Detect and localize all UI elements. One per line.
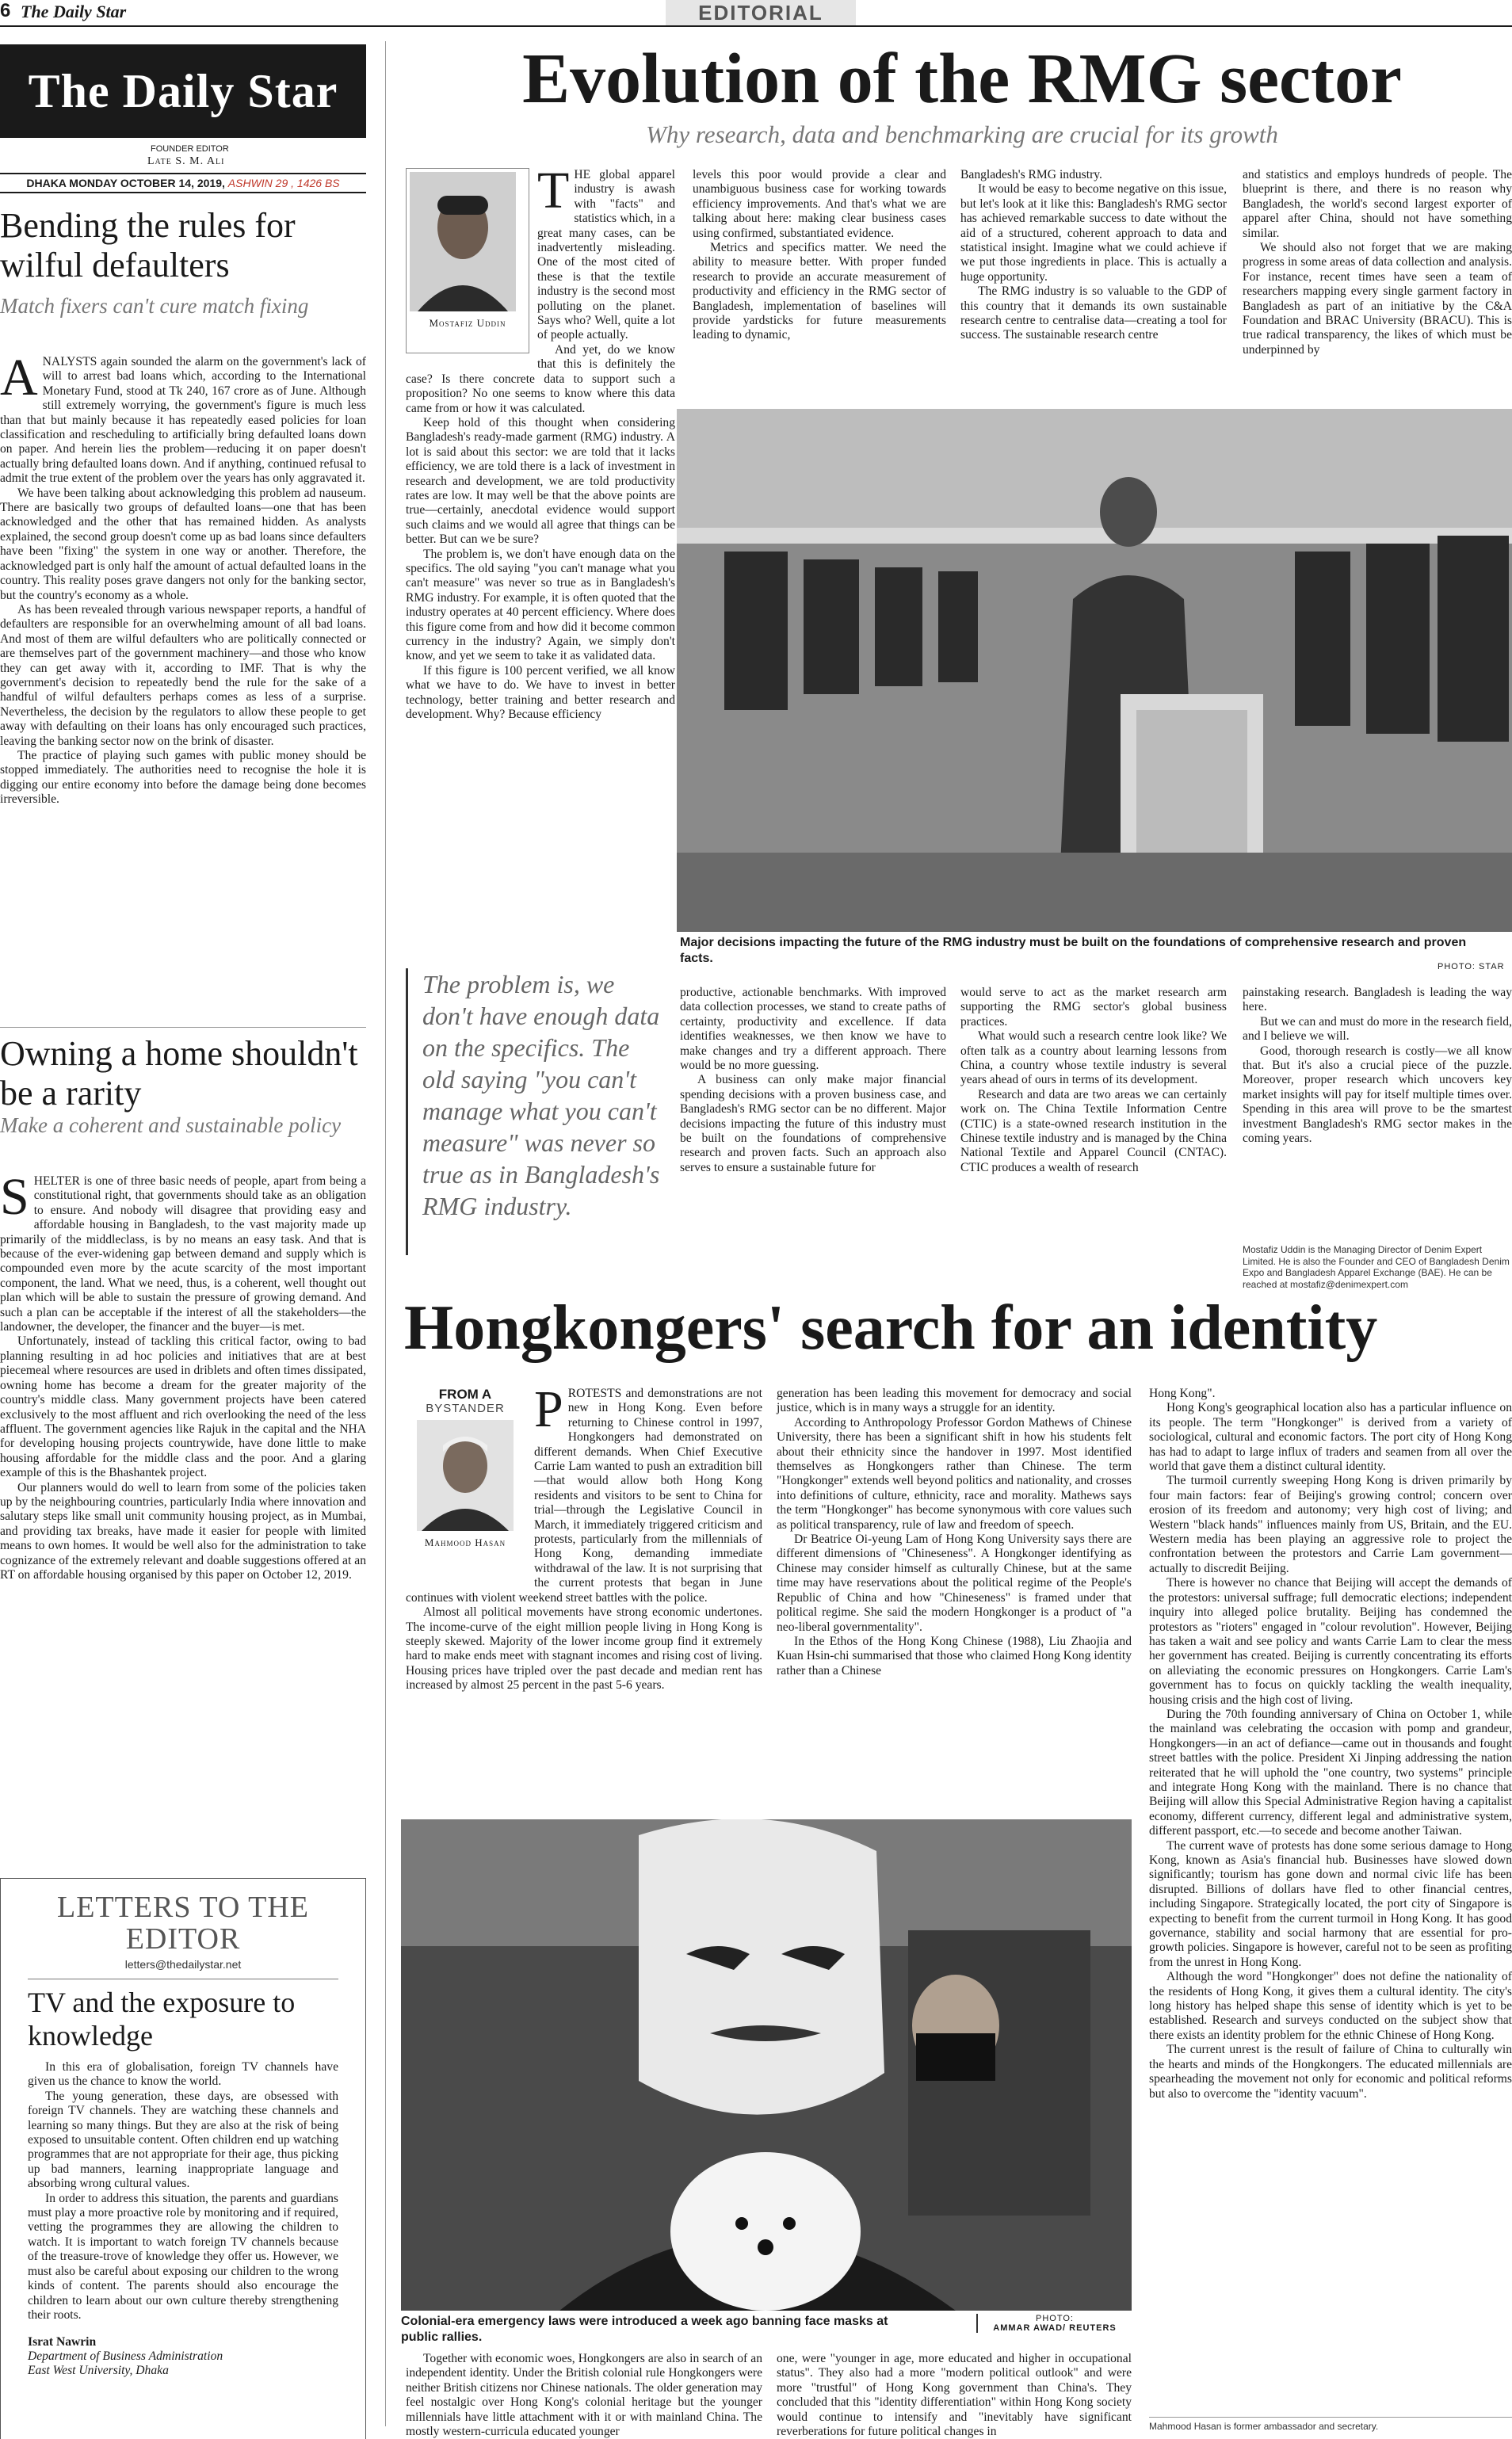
rmg-headline: Evolution of the RMG sector bbox=[522, 40, 1402, 118]
hk-column-2-lower bbox=[777, 2352, 1132, 2439]
hk-column-3 bbox=[1149, 1387, 1512, 2101]
paragraph: SHELTER is one of three basic needs of people, apart from being a constitutional right, that governments should take as an obligation to ensure. And nobody will disagree that providing easy and affordable housing in Bangladesh, to the vast majority made up primarily of the middleclass, is by no means an easy task. And that is because of the ever-widening gap between demand and supply which is compounded even more by the acute scarcity of the most important component, the land. What we need, thus, is a coherent, well thought out plan which will be able to sustain the pressure of growing demand. And such a plan can be acceptable if the interest of all the stakeholders—the landowner, the developer, the financer and the buyer—is met. bbox=[0, 1168, 366, 1334]
author-photo-icon bbox=[410, 172, 516, 311]
hk-headline: Hongkongers' search for an identity bbox=[404, 1293, 1378, 1363]
paragraph: THE global apparel industry is awash with "facts" and statistics which, in a great many cases, can be inadvertently misleading. One of the most cited of these is that the textile industry is the second most polluting on the planet. Says who? Well, quite a lot of people actually. bbox=[537, 162, 675, 342]
rmg-author-box bbox=[406, 168, 529, 353]
paragraph: ANALYSTS again sounded the alarm on the government's lack of will to arrest bad loans which, according to the International Monetary Fund, stood at Tk 240, 167 crore as of June. Although still extremely worrying, the government's figure is much less than that but mainly because it has repeatedly eased policies for loan classification and rescheduling to artificially bring defaulted loans down on paper. And herein lies the problem—reducing it on paper doesn't actually bring defaulted loans down. And if anything, continued refusal to admit the true extent of the problem over the years has only aggravated it. bbox=[0, 349, 366, 486]
rmg-column-3 bbox=[960, 168, 1227, 343]
rmg-column-2-lower bbox=[680, 986, 946, 1175]
dateline-bangla: ASHWIN 29 , 1426 BS bbox=[227, 177, 340, 189]
paragraph: Almost all political movements have strong economic undertones. The income-curve of the eight million people living in Hong Kong is steeply skewed. Majority of the lower income group find it extremely hard to make ends meet with stagnant incomes and rising cost of living. Housing prices have tripled over the past decade and median rent has increased by almost 25 percent in the past 5-6 years. bbox=[406, 1605, 762, 1693]
hk-photo-credit bbox=[976, 2314, 1132, 2333]
paragraph: The young generation, these days, are obsessed with foreign TV channels. They are watching these channels and learning so many things. But they are also at the risk of being exposed to unsuitable content. Often children end up watching programmes that are not appropriate for their age, thus picking up bad manners, learning inappropriate language and absorbing wrong cultural values. bbox=[28, 2089, 338, 2191]
paragraph: The problem is, we don't have enough data on the specifics. The old saying "you can't manage what you can't measure" was never so true as in Bangladesh's RMG industry. For example, it is often quoted that the industry operates at 40 percent efficiency. Where does this figure come from and how did it become common currency in the industry? Again, we simply don't know, and yet we seem to take it as validated data. bbox=[406, 547, 675, 663]
letter-author-uni: East West University, Dhaka bbox=[28, 2364, 169, 2378]
section-label: EDITORIAL bbox=[666, 0, 856, 25]
paragraph: Dr Beatrice Oi-yeung Lam of Hong Kong University says there are different dimensions of "Chineseness". A Hongkonger identifying as Chinese may consider himself as culturally Chinese, but at the same time may have reservations about the political regime of the People's Republic of China and how "Chineseness" is framed under that political regime. She said the modern Hongkonger is a product of "a neo-liberal governmentality". bbox=[777, 1532, 1132, 1634]
paragraph: PROTESTS and demonstrations are not new in Hong Kong. Even before returning to Chinese control in 1997, Hongkongers had demonstrated on different demands. When Chief Executive Carrie Lam wanted to push an extradition bill—that would allow both Hong Kong residents and visitors to be sent to China for trial—through the Legislative Council in March, it immediately triggered criticism and protests, particularly from the millennials of Hong Kong, demanding immediate withdrawal of the law. It is not surprising that the current protests that began in June continues with violent weekend street battles with the police. bbox=[406, 1380, 762, 1605]
left-column bbox=[0, 41, 366, 2426]
paragraph: Research and data are two areas we can certainly work on. The China Textile Information Centre (CTIC) is a state-owned research institution in the Chinese textile industry and is managed by the China National Textile and Apparel Council (CNTAC). CTIC produces a wealth of research bbox=[960, 1087, 1227, 1174]
paragraph: The current unrest is the result of failure of China to culturally win the hearts and minds of the Hongkongers. The educated millennials are spearheading the movement not only for economic and political reforms but also to overcome the "identity vacuum". bbox=[1149, 2043, 1512, 2101]
paragraph: Good, thorough research is costly—we all know that. But it's also a crucial piece of the puzzle. Moreover, proper research which uncovers key market insights will pay for itself multiple times over. Spending in this area will prove to be the smartest investment Bangladesh's RMG sector makes in the coming years. bbox=[1243, 1044, 1512, 1146]
paragraph: Together with economic woes, Hongkongers are also in search of an independent identity. Under the British colonial rule Hongkongers were neither British citizens nor Chinese nationals. The older generation may feel nostalgic over Hong Kong's colonial heritage but the younger millennials have little attachment with it or with mainland China. The mostly western-curricula educated younger bbox=[406, 2352, 762, 2439]
hk-photo-credit-label: PHOTO: bbox=[1036, 2314, 1074, 2323]
paragraph: one, were "younger in age, more educated and higher in occupational status". They also had a more "modern political outlook" and were more "trustful" of Hong Kong government than China's. They concluded that this "identity differentiation" within Hong Kong society would continue to intensify and "inevitably have significant reverberations for future political changes in bbox=[777, 2352, 1132, 2439]
editorial-2-subhead: Make a coherent and sustainable policy bbox=[0, 1113, 342, 1137]
hk-photo-credit-source: AMMAR AWAD/ REUTERS bbox=[993, 2323, 1117, 2333]
paragraph: During the 70th founding anniversary of China on October 1, while the mainland was celebrating the occasion with pomp and grandeur, Hongkongers—in an act of defiance—came out in thousands and fought street battles with the police. President Xi Jinping addressing the nation reiterated that he will uphold the "one country, two systems" principle and integrate Hong Kong with the mainland. There is no chance that Beijing will allow this Special Administrative Region having a capitalist economy, different currency, different legal and administrative system, different passport, etc.—to secede and become another Taiwan. bbox=[1149, 1707, 1512, 1838]
paragraph: The current wave of protests has done some serious damage to Hong Kong, known as Asia's financial hub. Businesses have slowed down significantly; tourism has gone down and normal civic life has been disrupted. Billions of dollars have fled to other financial centres, including Singapore. Strategically located, the port city of Singapore is expecting to benefit from the current turmoil in Hong Kong. It has good governance, stability and social harmony that are essential for pro-growth policies. Singapore is however, careful not to be seen as profiting from the unrest in Hong Kong. bbox=[1149, 1838, 1512, 1969]
hk-photo-caption: Colonial-era emergency laws were introduced a week ago banning face masks at public rallies. bbox=[401, 2315, 888, 2344]
paragraph: According to Anthropology Professor Gordon Mathews of Chinese University, there has been a significant shift in how his students felt about their ethnicity since the handover in 1997. Most identified themselves as Hongkongers rather than Chinese. The term "Hongkonger" extends well beyond politics and nationality, and crosses into definitions of culture, ethnicity, race and morality. Mathews says the term "Hongkonger" has become synonymous with core values such as political transparency, rule of law and freedom of speech. bbox=[777, 1415, 1132, 1532]
masthead-title: The Daily Star bbox=[28, 65, 338, 117]
column-label: FROM A bbox=[438, 1387, 492, 1402]
dropcap: T bbox=[537, 162, 570, 219]
rmg-column-3-lower bbox=[960, 986, 1227, 1175]
paragraph: Hong Kong". bbox=[1149, 1387, 1216, 1400]
paragraph: and statistics and employs hundreds of people. The blueprint is there, and there is no reason why Bangladesh, the world's second largest exporter of apparel after China, should not have something similar. bbox=[1243, 168, 1512, 240]
paragraph: And yet, do we know that this is definitely the case? Is there concrete data to support such a proposition? No one seems to know where this data came from or how it was calculated. bbox=[406, 342, 675, 415]
dropcap: S bbox=[0, 1168, 29, 1226]
paragraph: The practice of playing such games with public money should be stopped immediately. The authorities need to recognise the hole it is digging our entire economy into before the damage being done becomes irreversible. bbox=[0, 748, 366, 807]
rmg-column-4 bbox=[1243, 168, 1512, 357]
paragraph: A business can only make major financial spending decisions with a proven business case, and Bangladesh's RMG sector can be no different. Major decisions impacting the future of this industry must be built on the foundations of comprehensive research and proven facts. Such an approach also serves to ensure a sustainable future for bbox=[680, 1073, 946, 1174]
rmg-column-1 bbox=[406, 162, 675, 722]
editorial-1-headline: Bending the rules for wilful defaulters bbox=[0, 206, 296, 284]
dateline bbox=[0, 173, 366, 193]
paragraph: In the Ethos of the Hong Kong Chinese (1988), Liu Zhaojia and Kuan Hsin-chi summarised that those who claimed Hong Kong identity rather than a Chinese bbox=[777, 1634, 1132, 1678]
hk-author-bio: Mahmood Hasan is former ambassador and secretary. bbox=[1149, 2417, 1512, 2432]
hk-column-1-lower bbox=[406, 2352, 762, 2439]
dropcap: A bbox=[0, 349, 38, 406]
paragraph: Keep hold of this thought when considering Bangladesh's ready-made garment (RMG) industry. A lot is said about this sector: we are told that it lacks efficiency, we are told there is a lack of investment in research and development, we are told productivity rates are low. It may well be that the above points are true—certainly, anecdotal evidence would support such claims and we would all agree that things can be better. But can we be sure? bbox=[406, 415, 675, 547]
author-photo bbox=[417, 1420, 514, 1531]
paragraph: In order to address this situation, the parents and guardians must play a more proactive role by monitoring and if required, vetting the programmes they are allowing the children to watch. It is important to watch foreign TV channels because of the treasure-trove of knowledge they offer us. However, we must also be careful about exposing our children to the wrong kinds of content. The parents should also encourage the children to learn about our own culture thereby strengthening their roots. bbox=[28, 2191, 338, 2322]
paragraph: In this era of globalisation, foreign TV channels have given us the chance to know the world. bbox=[28, 2060, 338, 2089]
hk-author-box bbox=[406, 1387, 525, 1575]
paragraph: productive, actionable benchmarks. With improved data collection processes, we stand to create paths of certainty, productivity and excellence. If data identifies weaknesses, we then know we have to make changes and try a different approach. There would be no more guessing. bbox=[680, 986, 946, 1073]
masthead-logo bbox=[0, 44, 366, 138]
hk-column-2 bbox=[777, 1387, 1132, 1678]
rmg-pull-quote: The problem is, we don't have enough data on the specifics. The old saying "you can't manage what you can't measure" was never so true as in Bangladesh's RMG industry. bbox=[406, 968, 662, 1255]
dateline-english: DHAKA MONDAY OCTOBER 14, 2019, bbox=[26, 177, 225, 189]
column-label-2: BYSTANDER bbox=[426, 1402, 505, 1415]
paragraph: levels this poor would provide a clear and unambiguous business case for working towards efficiency improvements. And that's what we are talking about here: making clear business cases using confirmed, substantiated evidence. bbox=[693, 168, 946, 240]
letter-author: Israt Nawrin bbox=[28, 2335, 97, 2349]
paragraph: Metrics and specifics matter. We need the ability to measure better. With proper funded research to provide an accurate measurement of productivity and efficiency in the RMG sector of Bangladesh, implementation of baselines will provide yardsticks for future measurements leading to dynamic, bbox=[693, 241, 946, 342]
rmg-photo-credit: PHOTO: STAR bbox=[1438, 962, 1505, 971]
letters-box bbox=[0, 1878, 366, 2439]
paragraph: We have been talking about acknowledging this problem ad nauseum. There are basically two groups of defaulted loans—one that has been acknowledged and the other that has remained hidden. As analysts explained, the second group doesn't come up as bad loans since defaulters have been "fixing" the system in one way or another. Therefore, the acknowledged part is only half the amount of actual defaulted loans in the country. This reality poses grave dangers not only for the banking sector, but the country's economy as a whole. bbox=[0, 486, 366, 602]
paragraph: The turmoil currently sweeping Hong Kong is driven primarily by four main factors: fear of Beijing's growing control; concern over erosion of its freedom and autonomy; very high cost of living; and Western "black hands" influences mainly from US, Britain, and the EU. Western media has been playing an aggressive role to project the confrontation between the protestors and Carrie Lam government—actually to discredit Beijing. bbox=[1149, 1474, 1512, 1575]
author-name: Mahmood Hasan bbox=[424, 1536, 506, 1548]
editorial-1-subhead: Match fixers can't cure match fixing bbox=[0, 294, 309, 318]
paragraph: Although the word "Hongkonger" does not define the nationality of the residents of Hong Kong, it gives them a cultural identity. The city's long history has helped shape this sense of identity which is yet to be established. Research and surveys conducted on the subject show that there exists an identity problem for the ethnic Chinese of Hong Kong. bbox=[1149, 1970, 1512, 2042]
rmg-author-bio: Mostafiz Uddin is the Managing Director of Denim Expert Limited. He is also the Founder and CEO of Bangladesh Denim Expo and Bangladesh Apparel Exchange (BAE). He can be reached at mostafiz@denimexpert.com bbox=[1243, 1244, 1510, 1290]
rmg-photo-caption: Major decisions impacting the future of the RMG industry must be built on the foundations of comprehensive research and proven facts. bbox=[680, 936, 1467, 965]
author-name: Mostafiz Uddin bbox=[429, 317, 506, 329]
paragraph: generation has been leading this movement for democracy and social justice, which is in many ways a struggle for an identity. bbox=[777, 1387, 1132, 1415]
paragraph: There is however no chance that Beijing will accept the demands of the protestors: universal suffrage; full democratic elections; independent inquiry into alleged police brutality. Beijing has condemned the protestors as "rioters" engaged in "colour revolution". However, Beijing has taken a wait and see policy and wants Carrie Lam to clear the mess her government has created. Beijing is currently concentrating its efforts on alleviating the economic pressures on Hongkongers. Carrie Lam's government has to focus on quickly tackling the wealth inequality, housing crisis and the high cost of living. bbox=[1149, 1576, 1512, 1707]
hk-protester-photo bbox=[401, 1819, 1132, 2311]
paragraph: painstaking research. Bangladesh is leading the way here. bbox=[1243, 986, 1512, 1014]
letter-body bbox=[28, 2060, 338, 2323]
dropcap: P bbox=[534, 1380, 563, 1438]
letters-email[interactable]: letters@thedailystar.net bbox=[124, 1958, 242, 1971]
rmg-column-4-lower bbox=[1243, 986, 1512, 1146]
letter-author-dept: Department of Business Administration bbox=[28, 2349, 223, 2364]
paragraph: would serve to act as the market research arm supporting the RMG sector's global business practices. bbox=[960, 986, 1227, 1029]
paragraph: Hong Kong's geographical location also has a particular influence on its people. The term "Hongkonger" is derived from a variety of sociological, cultural and economic factors. The port city of Hong Kong has had to adapt to large influx of traders and seamen from all over the world that gave them a distinct cultural identity. bbox=[1149, 1401, 1512, 1474]
paragraph: What would such a research centre look like? We often talk as a country about learning lessons from China, a country whose textile industry is several years ahead of ours in terms of its development. bbox=[960, 1029, 1227, 1087]
author-photo bbox=[410, 172, 516, 311]
paragraph: If this figure is 100 percent verified, we all know what we have to do. We have to invest in better technology, better training and better research and development. Why? Because efficiency bbox=[406, 663, 675, 722]
editorial-2-headline: Owning a home shouldn't be a rarity bbox=[0, 1027, 366, 1113]
editorial-2-body bbox=[0, 1168, 366, 1582]
letter-headline: TV and the exposure to knowledge bbox=[28, 1987, 296, 2052]
rmg-column-2 bbox=[693, 168, 946, 343]
paragraph: We should also not forget that we are making progress in some areas of data collection and analysis. For instance, recent times have seen a team of researchers mapping every single garment factory in Bangladesh as part of an initiative by the C&A Foundation and BRAC University (BRACU). This is true radical transparency, the likes of which must be underpinned by bbox=[1243, 241, 1512, 357]
founder-label: FOUNDER EDITOR bbox=[151, 144, 229, 154]
paragraph: Bangladesh's RMG industry. bbox=[960, 168, 1102, 181]
letter-signature bbox=[28, 2335, 338, 2378]
letters-title: LETTERS TO THE EDITOR bbox=[57, 1891, 309, 1956]
editorial-1-body bbox=[0, 349, 366, 807]
paragraph: Our planners would do well to learn from some of the policies taken up by the neighbouring countries, particularly India where innovation and salutary steps like small unit community housing project, as in Mumbai, and providing tax breaks, have made it easier for people with limited means to own homes. It would be well also for the administration to take cognizance of the extremely relevant and doable suggestions offered at an RT on affordable housing organised by this paper on October 12, 2019. bbox=[0, 1480, 366, 1582]
paragraph: But we can and must do more in the research field, and I believe we will. bbox=[1243, 1014, 1512, 1044]
hk-column-1 bbox=[406, 1380, 762, 1693]
column-divider bbox=[385, 41, 386, 2426]
header-paper-name: The Daily Star bbox=[21, 2, 127, 21]
paragraph: The RMG industry is so valuable to the GDP of this country that it demands its own sustainable research centre to centralise data—creating a tool for success. The sustainable research centre bbox=[960, 284, 1227, 342]
paragraph: It would be easy to become negative on this issue, but let's look at it like this: Bangladesh's RMG sector has achieved remarkable success to date without the aid of a structured, coherent approach to data and statistical insight. Imagine what we could achieve if we put those ingredients in place. This is actually a huge opportunity. bbox=[960, 182, 1227, 284]
paragraph: As has been revealed through various newspaper reports, a handful of defaulters are responsible for an overwhelming amount of all bad loans. And most of them are wilful defaulters who are politically connected or are themselves part of the government machinery—and those who know they can get away with it, according to IMF. That is why the government's decision to repeatedly bend the rule for the sake of a handful of wilful defaulters perhaps comes as less of a surprise. Nevertheless, the decision by the regulators to allow these people to get away with defaulting on their loans has only encouraged such practices, leaving the banking sector now on the brink of disaster. bbox=[0, 602, 366, 748]
rmg-factory-photo bbox=[677, 409, 1512, 932]
masked-protester-image bbox=[401, 1819, 1132, 2311]
paragraph: Unfortunately, instead of tackling this critical factor, owing to bad planning resulting in ad hoc policies and initiatives that are at best piecemeal where resources are used in driblets and often times dissipated, owning home has become a dream for the greater majority of the country's middle class. Many government projects have been catered exclusively to the most affluent and rich overlooking the need of the less affluent. The government agencies like Rajuk in the capital and the NHA for developing housing projects countrywide, have done little to make housing affordable for the middle class and the poor. And a glaring example of this is the Bhashantek project. bbox=[0, 1334, 366, 1480]
page-number: 6 bbox=[0, 0, 11, 21]
founder-name: Late S. M. Ali bbox=[147, 155, 225, 167]
garment-factory-image bbox=[677, 409, 1512, 932]
rmg-subhead: Why research, data and benchmarking are crucial for its growth bbox=[646, 120, 1278, 148]
author-photo-icon bbox=[417, 1420, 514, 1531]
